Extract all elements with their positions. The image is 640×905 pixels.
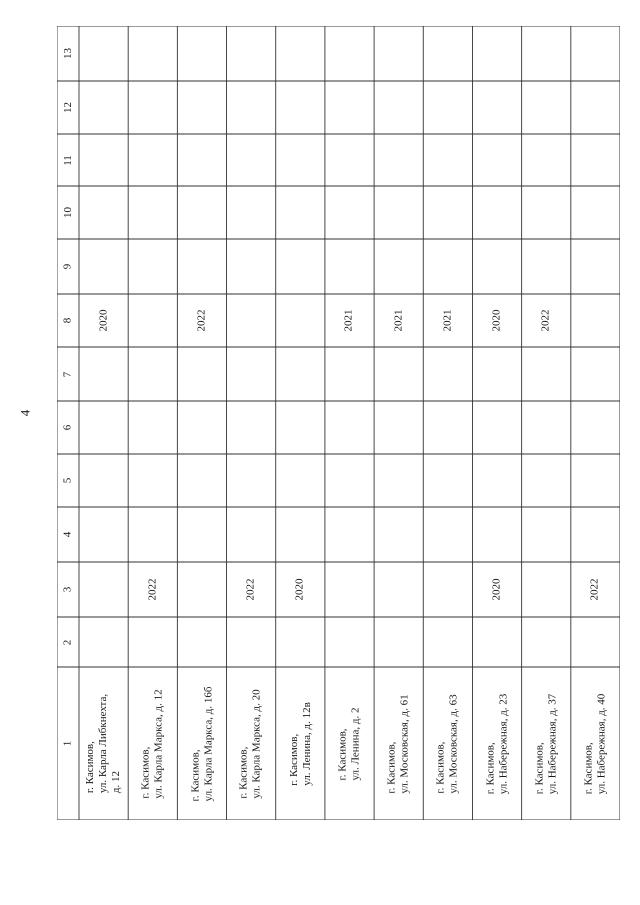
column-header-text: 5 (61, 477, 74, 484)
column-header-text: 1 (61, 740, 74, 747)
address-text: г. Касимов, ул. Ленина, д. 2 (336, 707, 362, 780)
column-header-text: 10 (61, 207, 74, 218)
column-header-text: 9 (61, 263, 74, 270)
page-number (18, 402, 32, 424)
table-grid (57, 26, 620, 820)
column-header-text: 12 (61, 102, 74, 113)
year-cell-text: 2021 (441, 309, 454, 332)
year-cell-text: 2022 (588, 578, 601, 601)
address-text: г. Касимов, ул. Набережная, д. 40 (582, 693, 608, 794)
page-number-text: 4 (17, 409, 32, 417)
year-cell-text: 2022 (195, 309, 208, 332)
year-cell-text: 2021 (392, 309, 405, 332)
column-header-text: 2 (61, 639, 74, 645)
column-header-text: 3 (61, 586, 74, 593)
address-text: г. Касимов, ул. Московская, д. 61 (385, 693, 411, 794)
address-text: г. Касимов, ул. Московская, д. 63 (434, 693, 460, 794)
column-header-text: 6 (61, 424, 74, 431)
column-header-text: 11 (61, 154, 74, 166)
year-cell-text: 2022 (244, 578, 257, 601)
year-cell-text: 2020 (490, 578, 503, 601)
address-text: г. Касимов, ул. Карла Маркса, д. 16б (188, 686, 214, 801)
address-text: г. Касимов, ул. Карла Маркса, д. 20 (238, 688, 264, 799)
year-cell-text: 2020 (490, 309, 503, 332)
address-text: г. Касимов, ул. Набережная, д. 23 (484, 693, 510, 794)
column-header-text: 8 (61, 317, 74, 324)
address-text: г. Касимов, ул. Набережная, д. 37 (533, 693, 559, 794)
year-cell-text: 2022 (146, 578, 159, 601)
year-cell-text: 2020 (97, 309, 110, 332)
year-cell-text: 2020 (293, 578, 306, 601)
address-text: г. Касимов, ул. Карла Маркса, д. 12 (139, 688, 165, 799)
year-cell-text: 2021 (342, 309, 355, 332)
column-header-text: 7 (61, 371, 74, 377)
address-text: г. Касимов, ул. Карла Либкнехта, д. 12 (84, 693, 123, 794)
column-header-text: 4 (61, 531, 74, 538)
data-table (57, 26, 620, 820)
year-cell-text: 2022 (539, 309, 552, 332)
address-text: г. Касимов, ул. Ленина, д. 12в (287, 701, 313, 786)
column-header-text: 13 (61, 48, 74, 59)
